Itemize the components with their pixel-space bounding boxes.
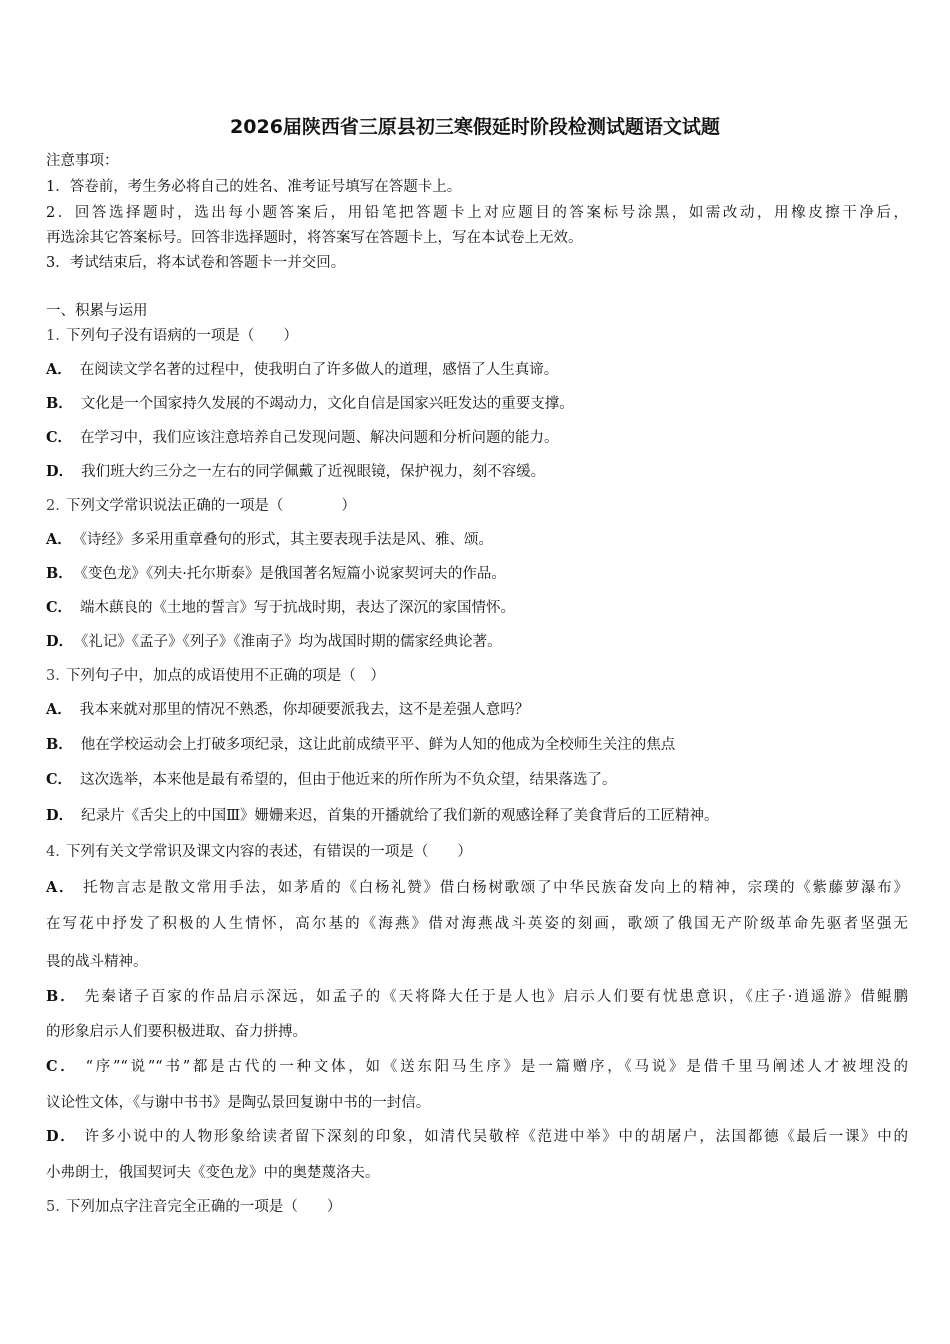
option-label: C． [46, 429, 73, 446]
option-a [46, 700, 908, 720]
option-c-cont: 议论性文体，《与谢中书书》是陶弘景回复谢中书的一封信。 [46, 1095, 431, 1111]
option-text: 先秦诸子百家的作品启示深远，如孟子的《天将降大任于是人也》启示人们要有忧患意识，《庄子·逍遥游》借鲲鹏 [84, 989, 908, 1005]
option-b-cont: 的形象启示人们要积极进取、奋力拼搏。 [46, 1024, 307, 1040]
question-number: 5. [46, 1199, 60, 1215]
question-number: 4. [46, 844, 60, 860]
option-d [46, 462, 908, 482]
notice-item: 再选涂其它答案标号。回答非选择题时，将答案写在答题卡上，写在本试卷上无效。 [46, 230, 583, 246]
option-a-cont: 在写花中抒发了积极的人生情怀，高尔基的《海燕》借对海燕战斗英姿的刻画，歌颂了俄国无产阶级革命先驱者坚强无 [46, 916, 908, 932]
notice-heading: 注意事项： [46, 153, 119, 169]
option-text: 我们班大约三分之一左右的同学佩戴了近视眼镜，保护视力，刻不容缓。 [81, 464, 546, 480]
option-text: 《诗经》多采用重章叠句的形式，其主要表现手法是风、雅、颂。 [79, 532, 494, 548]
option-d-cont: 小弗朗士，俄国契诃夫《变色龙》中的奥楚蔑洛夫。 [46, 1165, 380, 1181]
question-stem [46, 496, 908, 516]
question-number: 3. [46, 668, 60, 684]
option-text: 纪录片《舌尖上的中国Ⅲ》姗姗来迟，首集的开播就给了我们新的观感诠释了美食背后的工匠精神。 [81, 808, 719, 824]
question-stem [46, 326, 908, 346]
option-label: D． [46, 1128, 77, 1145]
option-text: 《变色龙》《列夫·托尔斯泰》是俄国著名短篇小说家契诃夫的作品。 [80, 566, 506, 582]
option-label: B． [46, 988, 77, 1005]
option-label: C． [46, 599, 73, 616]
option-label: D． [46, 807, 74, 824]
question-number: 2. [46, 498, 60, 514]
option-label: A． [46, 701, 72, 718]
option-text: 文化是一个国家持久发展的不竭动力，文化自信是国家兴旺发达的重要支撑。 [80, 396, 574, 412]
option-d [46, 806, 908, 826]
option-label: D． [46, 463, 74, 480]
question-number: 1. [46, 328, 60, 344]
option-text: 他在学校运动会上打破多项纪录，这让此前成绩平平、鲜为人知的他成为全校师生关注的焦点 [80, 737, 676, 753]
option-label: C． [46, 771, 73, 788]
option-label: A． [46, 361, 72, 378]
option-text: 我本来就对那里的情况不熟悉，你却硬要派我去，这不是差强人意吗？ [79, 702, 530, 718]
question-stem [46, 842, 908, 862]
question-text: 下列文学常识说法正确的一项是（ ） [65, 498, 356, 514]
question-stem [46, 666, 908, 686]
question-text: 下列句子中，加点的成语使用不正确的项是（ ） [65, 668, 385, 684]
option-label: A． [46, 531, 72, 548]
option-d [46, 1127, 908, 1147]
option-b [46, 987, 908, 1007]
option-label: C． [46, 1058, 78, 1075]
option-text: 这次选举，本来他是最有希望的，但由于他近来的所作所为不负众望，结果落选了。 [80, 772, 617, 788]
question-text: 下列加点字注音完全正确的一项是（ ） [65, 1199, 342, 1215]
question-text: 下列句子没有语病的一项是（ ） [65, 328, 298, 344]
question-stem [46, 1197, 908, 1217]
option-c [46, 598, 908, 618]
option-text: 《礼记》《孟子》《列子》《淮南子》均为战国时期的儒家经典论著。 [81, 634, 502, 650]
notice-item: 3．考试结束后，将本试卷和答题卡一并交回。 [46, 255, 346, 271]
option-b [46, 394, 908, 414]
option-a [46, 878, 908, 898]
question-text: 下列有关文学常识及课文内容的表述，有错误的一项是（ ） [65, 844, 472, 860]
option-b [46, 735, 908, 755]
option-label: D． [46, 633, 74, 650]
option-label: A． [46, 879, 76, 896]
option-a-cont: 畏的战斗精神。 [46, 954, 148, 970]
option-text: 在阅读文学名著的过程中，使我明白了许多做人的道理，感悟了人生真谛。 [79, 362, 559, 378]
option-label: B． [46, 736, 73, 753]
option-text: 端木蕻良的《土地的誓言》写于抗战时期，表达了深沉的家国情怀。 [80, 600, 516, 616]
option-label: B． [46, 565, 73, 582]
option-a [46, 530, 908, 550]
option-b [46, 564, 908, 584]
option-text: “序”“说”“书”都是古代的一种文体，如《送东阳马生序》是一篇赠序，《马说》是借千里马阐述人才被埋没的 [85, 1059, 908, 1075]
section-heading: 一、积累与运用 [46, 303, 148, 319]
option-label: B． [46, 395, 73, 412]
notice-item: 2．回答选择题时，选出每小题答案后，用铅笔把答题卡上对应题目的答案标号涂黑，如需改动，用橡皮擦干净后， [46, 205, 908, 221]
option-text: 托物言志是散文常用手法，如茅盾的《白杨礼赞》借白杨树歌颂了中华民族奋发向上的精神，宗璞的《紫藤萝瀑布》 [83, 880, 908, 896]
option-a [46, 360, 908, 380]
option-text: 许多小说中的人物形象给读者留下深刻的印象，如清代吴敬梓《范进中举》中的胡屠户，法国都德《最后一课》中的 [84, 1129, 908, 1145]
option-c [46, 770, 908, 790]
option-d [46, 632, 908, 652]
option-c [46, 428, 908, 448]
exam-title: 2026届陕西省三原县初三寒假延时阶段检测试题语文试题 [230, 116, 720, 138]
option-text: 在学习中，我们应该注意培养自己发现问题、解决问题和分析问题的能力。 [80, 430, 559, 446]
option-c [46, 1057, 908, 1077]
notice-item: 1．答卷前，考生务必将自己的姓名、准考证号填写在答题卡上。 [46, 179, 462, 195]
